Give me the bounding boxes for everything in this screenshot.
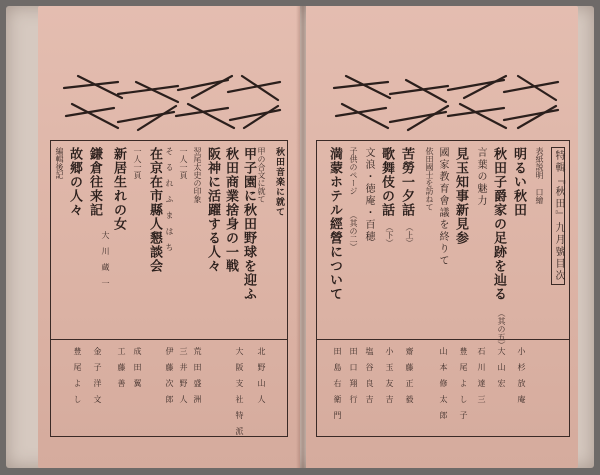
- entry-author: 大 山 宏: [497, 347, 506, 387]
- entry-author: 小 玉 友 吉: [385, 347, 394, 403]
- divider: [317, 339, 569, 340]
- entry-title[interactable]: 甲子園に秋田野球を迎ふ: [241, 147, 256, 301]
- entry-author: 豊 尾 よ し: [73, 347, 82, 403]
- entry-sub: （下）: [385, 223, 394, 247]
- afterword[interactable]: 編輯後記: [55, 147, 64, 179]
- ornament-left: [58, 72, 286, 132]
- entry-sub: 甲の合文に就て: [257, 147, 266, 203]
- entry-title[interactable]: 鎌倉往来記: [87, 147, 102, 217]
- entry-title[interactable]: 子供のページ: [349, 147, 358, 195]
- entry-author: 田 島 右 衛 門: [333, 347, 342, 419]
- toc-frame-right: [316, 140, 570, 437]
- entry-author: 北 野 山 人: [257, 347, 266, 403]
- entry-author: 荒 田 盛 洲: [193, 347, 202, 403]
- entry-title[interactable]: 阪神に活躍する人々: [205, 147, 220, 273]
- entry-title[interactable]: 見玉知事新見参: [453, 147, 468, 245]
- entry-title[interactable]: 國家教育會議を終りて: [437, 147, 448, 267]
- entry-title[interactable]: 在京在市縣人懇談会: [147, 147, 162, 273]
- entry-sub: （其の五）: [497, 309, 506, 349]
- entry-title[interactable]: 翌尾太史の印象: [193, 147, 202, 203]
- entry-author: 伊 藤 次 郎: [165, 347, 174, 403]
- entry-title[interactable]: 秋田子爵家の足跡を辿る: [491, 147, 506, 301]
- right-page: [306, 6, 578, 468]
- entry-title[interactable]: 言葉の魅力: [475, 147, 486, 207]
- entry-title[interactable]: 明るい秋田: [511, 147, 526, 217]
- entry-author: 齋 藤 正 毅: [405, 347, 414, 403]
- entry-title[interactable]: 一人一頁: [133, 147, 142, 179]
- entry-author: 豊 尾 よ し 子: [459, 347, 468, 419]
- toc-title: 特輯『秋田』九月號目次: [551, 147, 565, 285]
- entry-author: 石 川 達 三: [477, 347, 486, 403]
- ornament-right: [328, 72, 564, 132]
- entry-author: 金 子 洋 文: [93, 347, 102, 403]
- entry-author: 三 井 野 人: [179, 347, 188, 403]
- entry-sub: そ る れ ふ ま は ち: [165, 147, 174, 251]
- magazine-spread: [6, 6, 594, 468]
- entry-author: 塩 谷 良 吉: [365, 347, 374, 403]
- entry-author: 小 杉 放 庵: [517, 347, 526, 403]
- toc-subheading: 表紙説明 口繪: [535, 147, 544, 204]
- entry-sub: （上）: [405, 223, 414, 247]
- left-page: [38, 6, 300, 468]
- entry-author: 山 本 修 太 郎: [439, 347, 448, 419]
- entry-sub: 依田國士を訪ねて: [425, 147, 434, 211]
- entry-sub: 大 川 蔵 一: [101, 231, 110, 287]
- entry-title[interactable]: 一人一頁: [179, 147, 188, 179]
- entry-title[interactable]: 秋田商業捨身の一戦: [223, 147, 238, 273]
- toc-frame-left: [50, 140, 288, 437]
- entry-author: 大 阪 支 社 特 派: [235, 347, 244, 435]
- entry-title[interactable]: 新居生れの女: [111, 147, 126, 231]
- entry-title[interactable]: 故郷の人々: [67, 147, 82, 217]
- section-heading: 秋田音楽に就て: [274, 147, 284, 217]
- entry-title[interactable]: 満蒙ホテル經營について: [327, 147, 342, 301]
- divider: [51, 339, 287, 340]
- entry-sub: （其の二）: [349, 211, 358, 251]
- entry-author: 工 藤 善: [117, 347, 126, 387]
- entry-title[interactable]: 歌舞伎の話: [379, 147, 394, 217]
- entry-author: 田 口 翔 行: [349, 347, 358, 403]
- entry-title[interactable]: 苦勞一夕話: [399, 147, 414, 217]
- entry-title[interactable]: 文浪・徳庵・百穂: [363, 147, 374, 243]
- entry-author: 成 田 翼: [133, 347, 142, 387]
